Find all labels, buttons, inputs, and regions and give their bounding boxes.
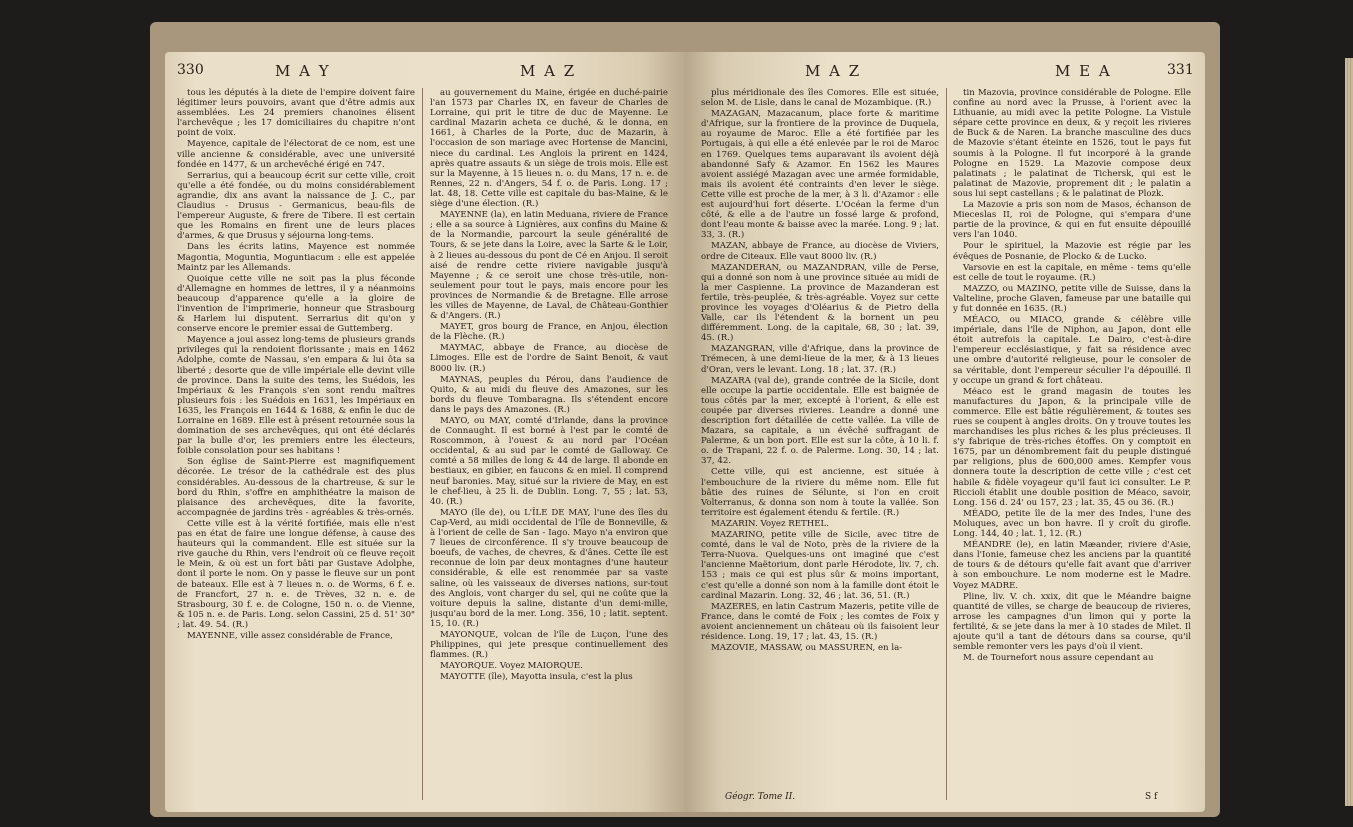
paragraph: M. de Tournefort nous assure cependant au xyxy=(963,653,1154,664)
paragraph: Varsovie en est la capitale, en même - tems qu'elle est celle de tout le royaume. (R.) xyxy=(953,262,1191,283)
paragraph: MAYMAC, abbaye de France, au diocèse de Limoges. Elle est de l'ordre de Saint Benoit, & vaut 8000 liv. (R.) xyxy=(430,343,668,374)
book xyxy=(150,22,1220,817)
paragraph: MAYO (île de), ou L'ÎLE DE MAY, l'une des îles du Cap-Verd, au midi occidental de l'île de Bonneville, & à l'orient de celle de San - Iago. Mayo n'a environ que 7 lieues de circonférence. Il s'y trouve beaucoup de boeufs, de vaches, de chevres, & d'ânes. Cette île est reconnue de loin par deux montagnes d'une hauteur considérable, & elle est renommée par sa vaste saline, où les vaisseaux de diverses nations, sur-tout des Anglois, vont charger du sel, qui ne coûte que la voiture depuis la saline, distante d'un demi-mille, jusqu'au bord de la mer. Long. 356, 10 ; latit. septent. 15, 10. (R.) xyxy=(430,507,668,629)
paragraph: MAYNAS, peuples du Pérou, dans l'audience de Quito, & au midi du fleuve des Amazones, sur les bords du fleuve Tombaragna. Ils s'étendent encore dans le pays des Amazones. (R.) xyxy=(430,374,668,415)
right-page-number: 331 xyxy=(1167,62,1194,78)
paragraph: MAZAGAN, Mazacanum, place forte & maritime d'Afrique, sur la frontiere de la province de Duquela, au royaume de Maroc. Elle a été fortifiée par les Portugais, à qui elle a été enlevée par le roi de Maroc en 1769. Quelques tems auparavant ils avoient déjà abandonné Safy & Azamor. En 1562 les Maures avoient assiégé Mazagan avec une armée formidable, mais ils avoient été contraints d'en lever le siège. Cette ville est proche de la mer, à 3 li. d'Azamor : elle est aujourd'hui fort déserte. L'Océan la ferme d'un côté, & elle a de l'autre un fossé large & profond, dont l'eau monte & baisse avec la marée. Long. 9 ; lat. 33, 3. (R.) xyxy=(701,109,939,241)
left-column-rule xyxy=(422,88,423,800)
paragraph: MAZOVIE, MASSAW, ou MASSUREN, en la- xyxy=(711,643,903,654)
paragraph: MÉACO, ou MIACO, grande & célèbre ville impériale, dans l'île de Niphon, au Japon, dont elle étoit autrefois la capitale. Le Dairo, c'est-à-dire l'empereur ecclésiastique, y fait sa résidence avec une ombre d'autorité religieuse, pour le consoler de sa véritable, dont l'empereur séculier l'a dépouillé. Il y occupe un grand & fort château. xyxy=(953,315,1191,386)
left-page-number: 330 xyxy=(177,62,204,78)
right-running-head-title: M A Z xyxy=(805,62,862,80)
paragraph: MAZANDERAN, ou MAZANDRAN, ville de Perse, qui a donné son nom à une province située au midi de la mer Caspienne. La province de Mazanderan est fertile, très-peuplée, & très-agréable. Voyez sur cette province les voyages d'Oléarius & de Pietro della Valle, car ils l'étendent & la bornent un peu différemment. Long. de la capitale, 68, 30 ; lat. 39, 45. (R.) xyxy=(701,262,939,344)
right-page-footer: Géogr. Tome II. xyxy=(725,792,796,802)
paragraph: MAYET, gros bourg de France, en Anjou, élection de la Flèche. (R.) xyxy=(430,322,668,343)
paragraph: MAYENNE, ville assez considérable de France, xyxy=(187,630,393,641)
right-column-rule xyxy=(946,88,947,800)
paragraph: Dans les écrits latins, Mayence est nommée Magontia, Moguntia, Moguntiacum : elle est appelée Maintz par les Allemands. xyxy=(177,242,415,273)
paragraph: plus méridionale des îles Comores. Elle est située, selon M. de Lisle, dans le canal de Mozambique. (R.) xyxy=(701,88,939,109)
paragraph: MÉADO, petite île de la mer des Indes, l'une des Moluques, avec un bon havre. Il y croît du girofle. Long. 144, 40 ; lat. 1, 12. (R.) xyxy=(953,508,1191,540)
paragraph: tin Mazovia, province considérable de Pologne. Elle confine au nord avec la Prusse, à l'orient avec la Lithuanie, au midi avec la petite Pologne. La Vistule sépare cette province en deux, & y reçoit les rivieres de Buck & de Naren. La branche masculine des ducs de Mazovie s'étant éteinte en 1526, tout le pays fut soumis à la Pologne. Il fut incorporé à la grande Pologne en 1529. La Mazovie compose deux palatinats ; le palatinat de Tichersk, qui est le palatinat de Mazovie, proprement dit ; le palatin a sous lui sept castellans ; & le palatinat de Plozk. xyxy=(953,88,1191,199)
left-page-column-1 xyxy=(177,88,415,804)
right-running-head xyxy=(685,62,1205,84)
right-page-column-2 xyxy=(953,88,1191,788)
left-running-head-title-right: M A Z xyxy=(520,62,577,80)
right-page xyxy=(685,52,1205,812)
right-page-column-1 xyxy=(701,88,939,788)
paragraph: Cette ville, qui est ancienne, est située à l'embouchure de la riviere du même nom. Elle fut bâtie des ruines de Sélunte, si l'on en croit Volterranus, & donna son nom à toute la vallée. Son territoire est également étendu & fertile. (R.) xyxy=(701,467,939,518)
paragraph: MAYO, ou MAY, comté d'Irlande, dans la province de Connaught. Il est borné à l'est par le comté de Roscommon, à l'ouest & au nord par l'Océan occidental, & au sud par le comté de Galloway. Ce comté a 58 milles de long & 44 de large. Il abonde en bestiaux, en gibier, en faucons & en miel. Il comprend neuf baronies. May, situé sur la riviere de May, en est le chef-lieu, à 25 li. de Dublin. Long. 7, 55 ; lat. 53, 40. (R.) xyxy=(430,416,668,507)
paragraph: MAZANGRAN, ville d'Afrique, dans la province de Trémecen, à une demi-lieue de la mer, & à 13 lieues d'Oran, vers le levant. Long. 18 ; lat. 37. (R.) xyxy=(701,344,939,375)
paragraph: MAZAN, abbaye de France, au diocèse de Viviers, ordre de Citeaux. Elle vaut 8000 liv. (R.) xyxy=(701,241,939,262)
paragraph: Serrarius, qui a beaucoup écrit sur cette ville, croit qu'elle a été fondée, ou du moins considérablement agrandie, dix ans avant la naissance de J. C., par Claudius - Drusus - Germanicus, beau-fils de l'empereur Auguste, & frere de Tibere. Il est certain que les Romains en firent une de leurs places d'armes, & que Drusus y séjourna long-tems. xyxy=(177,170,415,242)
paragraph: tous les députés à la diete de l'empire doivent faire légitimer leurs pouvoirs, avant que d'être admis aux assemblées. Les 24 premiers chanoines élisent l'archevêque ; les 17 domiciliaires du chapitre n'ont point de voix. xyxy=(177,88,415,139)
paragraph: MAZARA (val de), grande contrée de la Sicile, dont elle occupe la partie occidentale. Elle est baignée de tous côtés par la mer, excepté à l'orient, & elle est coupée par diverses rivieres. Leandre a donné une description fort détaillée de cette vallée. La ville de Mazara, sa capitale, a un évêché suffragant de Palerme, & un bon port. Elle est sur la côte, à 10 li. f. o. de Trapani, 22 f. o. de Palerme. Long. 30, 14 ; lat. 37, 42. xyxy=(701,375,939,467)
paragraph: MAYENNE (la), en latin Meduana, riviere de France ; elle a sa source à Lignières, aux confins du Maine & de la Normandie, parcourt la seule généralité de Tours, & se jete dans la Loire, avec la Sarte & le Loir, à 2 lieues au-dessous du pont de Cé en Anjou. Il seroit aisé de rendre cette riviere navigable jusqu'à Mayenne ; & ce seroit une chose très-utile, non-seulement pour tout le pays, mais encore pour les provinces de Normandie & de Bretagne. Elle arrose les villes de Mayenne, de Laval, de Château-Gonthier & d'Angers. (R.) xyxy=(430,210,668,322)
left-page xyxy=(165,52,685,812)
paragraph: Cette ville est à la vérité fortifiée, mais elle n'est pas en état de faire une longue défense, à cause des hauteurs qui la commandent. Elle est située sur la rive gauche du Rhin, vers l'endroit où ce fleuve reçoit le Mein, & où est un fort bâti par Gustave Adolphe, dont il porte le nom. On y passe le fleuve sur un pont de bateaux. Elle est à 7 lieues n. o. de Worms, 6 f. e. de Francfort, 27 n. e. de Trèves, 32 n. e. de Strasbourg, 30 f. e. de Cologne, 150 n. o. de Vienne, & 105 n. e. de Paris. Long. selon Cassini, 25 d. 51' 30" ; lat. 49. 54. (R.) xyxy=(177,518,415,630)
paragraph: MAZARIN. Voyez RETHEL. xyxy=(711,518,829,529)
paragraph: Méaco est le grand magasin de toutes les manufactures du Japon, & la principale ville de commerce. Elle est bâtie régulièrement, & toutes ses rues se coupent à angles droits. On y trouve toutes les marchandises les plus riches & les plus précieuses. Il s'y fabrique de très-riches étoffes. On y comptoit en 1675, par un dénombrement fait du peuple distingué par religions, plus de 600,000 ames. Kempfer vous donnera toute la description de cette ville ; c'est cet habile & fidèle voyageur qu'il faut ici consulter. Le P. Riccioli établit une double position de Méaco, savoir, Long. 156 d. 24' ou 157, 23 ; lat. 35, 45 ou 36. (R.) xyxy=(953,386,1191,508)
paragraph: MAYOTTE (île), Mayotta insula, c'est la plus xyxy=(440,672,633,683)
paragraph: MAYONQUE, volcan de l'île de Luçon, l'une des Philippines, qui jete presque continuellement des flammes. (R.) xyxy=(430,629,668,661)
left-running-head xyxy=(165,62,685,84)
paragraph: Quoique cette ville ne soit pas la plus féconde d'Allemagne en hommes de lettres, il y a néanmoins beaucoup d'apparence qu'elle a la gloire de l'invention de l'imprimerie, honneur que Strasbourg & Harlem lui disputent. Serrarius dit qu'on y conserve encore le premier essai de Guttemberg. xyxy=(177,273,415,335)
paragraph: MAZERES, en latin Castrum Mazeris, petite ville de France, dans le comté de Foix ; les comtes de Foix y avoient anciennement un château où ils faisoient leur résidence. Long. 19, 17 ; lat. 43, 15. (R.) xyxy=(701,601,939,642)
paragraph: Pline, liv. V. ch. xxix, dit que le Méandre baigne quantité de villes, se charge de beaucoup de rivieres, arrose les campagnes d'un limon qui y porte la fertilité, & se jete dans la mer à 10 stades de Milet. Il ajoute qu'il a tant de détours dans sa course, qu'il semble remonter vers les pays d'où il vient. xyxy=(953,591,1191,653)
right-page-edges xyxy=(1345,58,1353,806)
right-running-head-title-right: M E A xyxy=(1055,62,1112,80)
paragraph: MÉANDRE (le), en latin Mæander, riviere d'Asie, dans l'Ionie, fameuse chez les anciens par la quantité de tours & de détours qu'elle fait avant que d'arriver à son embouchure. Le nom moderne est le Madre. Voyez MADRE. xyxy=(953,540,1191,591)
left-page-column-2 xyxy=(430,88,668,804)
paragraph: MAZARINO, petite ville de Sicile, avec titre de comté, dans le val de Noto, près de la riviere de la Terra-Nuova. Quelques-uns ont imaginé que c'est l'ancienne Maëtorium, dont parle Hérodote, liv. 7, ch. 153 ; mais ce qui est plus sûr & moins important, c'est qu'elle a donné son nom à la famille dont étoit le cardinal Mazarin. Long. 32, 46 ; lat. 36, 51. (R.) xyxy=(701,530,939,601)
paragraph: MAZZO, ou MAZINO, petite ville de Suisse, dans la Valteline, proche Glaven, fameuse par une bataille qui y fut donnée en 1635. (R.) xyxy=(953,283,1191,314)
paragraph: Son église de Saint-Pierre est magnifiquement décorée. Le trésor de la cathédrale est des plus considérables. Au-dessous de la chartreuse, & sur le bord du Rhin, s'offre en amphithéatre la maison de plaisance des archevêques, dite la favorite, accompagnée de jardins très - agréables & très-ornés. xyxy=(177,457,415,518)
paragraph: La Mazovie a pris son nom de Masos, échanson de Mieceslas II, roi de Pologne, qui s'empara d'une partie de la province, & qui en fut ensuite dépouillé vers l'an 1040. xyxy=(953,200,1191,241)
paragraph: Mayence, capitale de l'électorat de ce nom, est une ville ancienne & considérable, avec une université fondée en 1477, & un archevêché érigé en 747. xyxy=(177,139,415,170)
paragraph: MAYORQUE. Voyez MAIORQUE. xyxy=(440,661,583,672)
paragraph: Mayence a joui assez long-tems de plusieurs grands privileges qui la rendoient florissante ; mais en 1462 Adolphe, comte de Nassau, s'en empara & lui ôta sa liberté ; desorte que de ville impériale elle devint ville de province. Dans la suite des tems, les Suédois, les Impériaux & les François s'en sont rendu maîtres plusieurs fois : les Suédois en 1631, les Impériaux en 1635, les François en 1644 & 1688, & enfin le duc de Lorraine en 1689. Elle est à présent retournée sous la domination de ses archevêques, qui ont été déclarés par la bulle d'or, les premiers entre les électeurs, foible consolation pour ses habitans ! xyxy=(177,335,415,457)
paragraph: Pour le spirituel, la Mazovie est régie par les évêques de Posnanie, de Plocko & de Lucko. xyxy=(953,241,1191,262)
right-page-signature: S f xyxy=(1145,792,1158,802)
left-running-head-title: M A Y xyxy=(275,62,331,80)
paragraph: au gouvernement du Maine, érigée en duché-pairie l'an 1573 par Charles IX, en faveur de Charles de Lorraine, qui prit le titre de duc de Mayenne. Le cardinal Mazarin acheta ce duché, & le donna, en 1661, à Charles de la Porte, duc de Mazarin, à l'occasion de son mariage avec Hortense de Mancini, niece du cardinal. Les Anglois la prirent en 1424, après quatre assauts & un siège de trois mois. Elle est sur la Mayenne, à 15 lieues n. o. du Mans, 17 n. e. de Rennes, 22 n. d'Angers, 54 f. o. de Paris. Long. 17 ; lat. 48, 18. Cette ville est capitale du bas-Maine, & le siège d'une élection. (R.) xyxy=(430,88,668,210)
